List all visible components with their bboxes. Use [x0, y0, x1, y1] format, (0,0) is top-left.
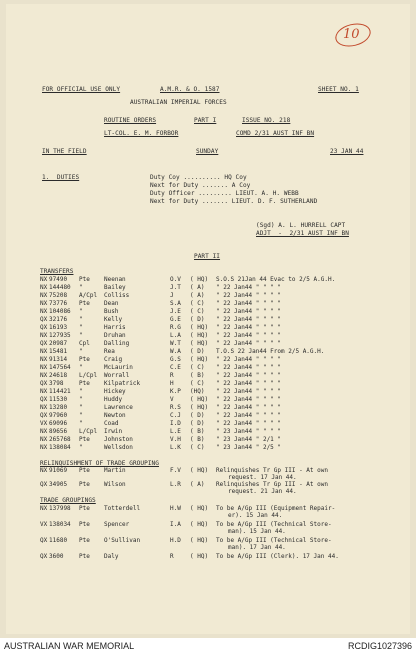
- cell-rank: Cpl: [79, 340, 90, 347]
- cell-rank: ": [79, 284, 83, 291]
- cell-rank: Pte: [79, 553, 90, 560]
- table-row: [40, 380, 390, 387]
- table-row: [40, 521, 390, 528]
- duty-line: Next for Duty ....... A Coy: [150, 182, 251, 189]
- cell-no: 114421: [49, 388, 71, 395]
- cell-init: J: [170, 292, 174, 299]
- cell-name: Coad: [104, 420, 119, 427]
- table-row: [40, 436, 390, 443]
- cell-coy: ( B): [190, 436, 205, 443]
- cell-st: QX: [40, 553, 48, 560]
- cell-st: QX: [40, 537, 48, 544]
- cell-rank: ": [79, 412, 83, 419]
- cell-text: " 22 Jan44 " " " ": [216, 324, 282, 331]
- cell-name: Totterdell: [104, 505, 141, 512]
- cell-name: Worrall: [104, 372, 130, 379]
- cell-st: NX: [40, 388, 48, 395]
- table-row: [40, 412, 390, 419]
- footer-bar: [0, 638, 416, 654]
- cell-text: " 22 Jan44 " " " ": [216, 404, 282, 411]
- part-one-label: PART I: [194, 117, 217, 124]
- footer-source: AUSTRALIAN WAR MEMORIAL: [4, 641, 135, 651]
- cell-no: 265768: [49, 436, 71, 443]
- table-row: [40, 444, 390, 451]
- cell-no: 127935: [49, 332, 71, 339]
- cell-st: NX: [40, 300, 48, 307]
- cell-coy: ( HQ): [190, 404, 209, 411]
- table-row: [40, 428, 390, 435]
- cell-text: " 22 Jan44 " " " ": [216, 300, 282, 307]
- cell-init: W.T: [170, 340, 181, 347]
- cell-name: Bush: [104, 308, 119, 315]
- cell-st: QX: [40, 396, 48, 403]
- cell-st: QX: [40, 340, 48, 347]
- date: 23 JAN 44: [330, 148, 364, 155]
- table-row: [40, 316, 390, 323]
- cell-coy: (HQ): [190, 388, 205, 395]
- cell-st: NX: [40, 292, 48, 299]
- cell-init: V: [170, 396, 174, 403]
- signature-line: (Sgd) A. L. HURRELL CAPT: [256, 222, 346, 229]
- cell-name: Harris: [104, 324, 126, 331]
- cell-no: 91314: [49, 356, 68, 363]
- cell-no: 11530: [49, 396, 68, 403]
- cell-no: 3600: [49, 553, 64, 560]
- cell-text: S.O.S 21Jan 44 Evac to 2/5 A.G.H.: [216, 276, 336, 283]
- cell-init: J.E: [170, 308, 181, 315]
- cell-no: 32176: [49, 316, 68, 323]
- cell-text: " 22 Jan44 " " " ": [216, 364, 282, 371]
- unit: COMD 2/31 AUST INF BN: [236, 130, 315, 137]
- cell-st: QX: [40, 380, 48, 387]
- cell-rank: ": [79, 404, 83, 411]
- cell-text: T.O.S 22 Jan44 From 2/5 A.G.H.: [216, 348, 325, 355]
- cell-rank: ": [79, 364, 83, 371]
- cell-no: 104086: [49, 308, 71, 315]
- table-row: [40, 356, 390, 363]
- cell-init: F.V: [170, 467, 181, 474]
- cell-no: 97960: [49, 412, 68, 419]
- cell-coy: ( B): [190, 372, 205, 379]
- cell-rank: ": [79, 324, 83, 331]
- cell-init: I.D: [170, 420, 181, 427]
- table-row: [40, 404, 390, 411]
- cell-text2: er). 15 Jan 44.: [228, 512, 283, 519]
- sheet-number: SHEET NO. 1: [318, 86, 359, 93]
- cell-text: To be A/Gp III (Technical Store-: [216, 521, 332, 528]
- duty-line: Next for Duty ....... LIEUT. D. F. SUTHERLAND: [150, 198, 318, 205]
- cell-name: Craig: [104, 356, 123, 363]
- cell-coy: ( HQ): [190, 324, 209, 331]
- cell-rank: L/Cpl: [79, 372, 98, 379]
- cell-name: Wellsdon: [104, 444, 133, 451]
- cell-no: 137998: [49, 505, 71, 512]
- cell-name: Druhan: [104, 332, 126, 339]
- duty-line: Duty Officer ......... LIEUT. A. H. WEBB: [150, 190, 299, 197]
- table-row: [40, 372, 390, 379]
- issue-number: ISSUE NO. 218: [242, 117, 291, 124]
- cell-st: NX: [40, 444, 48, 451]
- table-row: [40, 467, 390, 474]
- cell-coy: ( HQ): [190, 332, 209, 339]
- table-row: [40, 340, 390, 347]
- cell-text: " 22 Jan44 " " " ": [216, 412, 282, 419]
- cell-text: To be A/Gp III (Clerk). 17 Jan 44.: [216, 553, 339, 560]
- cell-name: McLaurin: [104, 364, 133, 371]
- cell-init: G.S: [170, 356, 181, 363]
- cell-no: 138084: [49, 444, 71, 451]
- cell-coy: ( HQ): [190, 276, 209, 283]
- orders-title: ROUTINE ORDERS: [104, 117, 157, 124]
- cell-rank: A/Cpl: [79, 292, 98, 299]
- cell-name: Johnston: [104, 436, 133, 443]
- cell-name: Rea: [104, 348, 115, 355]
- cell-no: 34905: [49, 481, 68, 488]
- cell-name: Dean: [104, 300, 119, 307]
- cell-text: " 22 Jan44 " " " ": [216, 380, 282, 387]
- table-row-continuation: [40, 544, 390, 551]
- cell-st: NX: [40, 505, 48, 512]
- table-row-continuation: [40, 474, 390, 481]
- cell-text: " 23 Jan44 " 2/1 ": [216, 436, 282, 443]
- cell-text: " 22 Jan44 " " " ": [216, 388, 282, 395]
- cell-st: NX: [40, 404, 48, 411]
- cell-text: " 22 Jan44 " " " ": [216, 340, 282, 347]
- table-row: [40, 308, 390, 315]
- cell-text: " 22 Jan44 " " " ": [216, 332, 282, 339]
- cell-name: Bailey: [104, 284, 126, 291]
- cell-st: NX: [40, 436, 48, 443]
- cell-name: Martin: [104, 467, 126, 474]
- cell-st: QX: [40, 412, 48, 419]
- cell-rank: Pte: [79, 467, 90, 474]
- cell-st: VX: [40, 521, 48, 528]
- duty-line: Duty Coy .......... HQ Coy: [150, 174, 247, 181]
- transfers-heading: TRANSFERS: [40, 268, 74, 275]
- cell-init: J.T: [170, 284, 181, 291]
- cell-init: R: [170, 372, 174, 379]
- cell-init: C.E: [170, 364, 181, 371]
- cell-text: " 23 Jan44 " " " ": [216, 428, 282, 435]
- table-row: [40, 284, 390, 291]
- cell-rank: Pte: [79, 436, 90, 443]
- cell-text: " 23 Jan44 " 2/5 ": [216, 444, 282, 451]
- cell-st: NX: [40, 372, 48, 379]
- commander: LT-COL. E. M. FORBOR: [104, 130, 179, 137]
- cell-rank: Pte: [79, 380, 90, 387]
- cell-coy: ( HQ): [190, 521, 209, 528]
- table-row: [40, 553, 390, 560]
- cell-name: Kilpatrick: [104, 380, 141, 387]
- cell-coy: ( HQ): [190, 340, 209, 347]
- table-row-continuation: [40, 528, 390, 535]
- table-row: [40, 388, 390, 395]
- cell-rank: ": [79, 388, 83, 395]
- cell-init: H.D: [170, 537, 181, 544]
- cell-no: 3798: [49, 380, 64, 387]
- cell-rank: Pte: [79, 300, 90, 307]
- cell-st: NX: [40, 428, 48, 435]
- cell-coy: ( HQ): [190, 356, 209, 363]
- cell-no: 144480: [49, 284, 71, 291]
- cell-coy: ( HQ): [190, 553, 209, 560]
- table-row: [40, 396, 390, 403]
- cell-rank: Pte: [79, 356, 90, 363]
- cell-coy: ( C): [190, 364, 205, 371]
- cell-init: R: [170, 553, 174, 560]
- cell-text: " 22 Jan44 " " " ": [216, 292, 282, 299]
- cell-st: QX: [40, 324, 48, 331]
- cell-init: K.P: [170, 388, 181, 395]
- cell-text: " 22 Jan44 " " " ": [216, 396, 282, 403]
- cell-rank: Pte: [79, 481, 90, 488]
- cell-init: W.A: [170, 348, 181, 355]
- place: IN THE FIELD: [42, 148, 87, 155]
- cell-name: Neenan: [104, 276, 126, 283]
- cell-no: 147564: [49, 364, 71, 371]
- adjutant-line: ADJT - 2/31 AUST INF BN: [256, 230, 349, 237]
- cell-st: NX: [40, 356, 48, 363]
- cell-rank: ": [79, 420, 83, 427]
- table-row: [40, 364, 390, 371]
- cell-coy: ( A): [190, 292, 205, 299]
- cell-init: V.H: [170, 436, 181, 443]
- cell-coy: ( HQ): [190, 396, 209, 403]
- cell-coy: ( D): [190, 348, 205, 355]
- cell-rank: Pte: [79, 276, 90, 283]
- form-number: A.M.R. & O. 1587: [160, 86, 220, 93]
- cell-text: To be A/Gp III (Equipment Repair-: [216, 505, 336, 512]
- cell-st: VX: [40, 420, 48, 427]
- cell-rank: Pte: [79, 537, 90, 544]
- cell-text2: man). 15 Jan 44.: [228, 528, 286, 535]
- cell-name: Wilson: [104, 481, 126, 488]
- relinquish-heading: RELINQUISHMENT OF TRADE GROUPING: [40, 460, 159, 467]
- cell-init: L.K: [170, 444, 181, 451]
- part-two-heading: PART II: [194, 253, 221, 260]
- cell-name: Kelly: [104, 316, 123, 323]
- cell-no: 91069: [49, 467, 68, 474]
- cell-st: QX: [40, 316, 48, 323]
- force-title: AUSTRALIAN IMPERIAL FORCES: [130, 99, 227, 106]
- table-row: [40, 537, 390, 544]
- trade-heading: TRADE GROUPINGS: [40, 497, 96, 504]
- cell-name: Huddy: [104, 396, 123, 403]
- cell-st: NX: [40, 276, 48, 283]
- cell-rank: ": [79, 308, 83, 315]
- cell-init: G.E: [170, 316, 181, 323]
- cell-name: Hickey: [104, 388, 126, 395]
- table-row: [40, 300, 390, 307]
- cell-st: NX: [40, 308, 48, 315]
- cell-rank: ": [79, 396, 83, 403]
- footer-id: RCDIG1027396: [347, 641, 412, 651]
- cell-no: 20987: [49, 340, 68, 347]
- cell-coy: ( D): [190, 412, 205, 419]
- cell-init: L.R: [170, 481, 181, 488]
- cell-text: To be A/Gp III (Technical Store-: [216, 537, 332, 544]
- duties-heading: 1. DUTIES: [42, 174, 80, 181]
- cell-no: 89656: [49, 428, 68, 435]
- table-row: [40, 276, 390, 283]
- table-row-continuation: [40, 512, 390, 519]
- cell-st: NX: [40, 332, 48, 339]
- cell-coy: ( D): [190, 316, 205, 323]
- cell-coy: ( A): [190, 284, 205, 291]
- cell-init: I.A: [170, 521, 181, 528]
- table-row: [40, 505, 390, 512]
- cell-init: R.S: [170, 404, 181, 411]
- cell-init: L.E: [170, 428, 181, 435]
- cell-text2: request. 17 Jan 44.: [228, 474, 297, 481]
- cell-no: 69096: [49, 420, 68, 427]
- cell-rank: ": [79, 332, 83, 339]
- cell-rank: L/Cpl: [79, 428, 98, 435]
- cell-rank: Pte: [79, 505, 90, 512]
- cell-rank: ": [79, 316, 83, 323]
- cell-coy: ( HQ): [190, 505, 209, 512]
- cell-name: Daly: [104, 553, 119, 560]
- cell-no: 138034: [49, 521, 71, 528]
- cell-name: Colliss: [104, 292, 130, 299]
- cell-init: S.A: [170, 300, 181, 307]
- cell-text2: request. 21 Jan 44.: [228, 488, 297, 495]
- cell-rank: ": [79, 444, 83, 451]
- cell-text: " 22 Jan44 " " " ": [216, 420, 282, 427]
- cell-rank: ": [79, 348, 83, 355]
- cell-no: 97490: [49, 276, 68, 283]
- cell-coy: ( D): [190, 420, 205, 427]
- cell-no: 13280: [49, 404, 68, 411]
- cell-text2: man). 17 Jan 44.: [228, 544, 286, 551]
- cell-init: R.G: [170, 324, 181, 331]
- table-row-continuation: [40, 488, 390, 495]
- cell-no: 73776: [49, 300, 68, 307]
- cell-text: " 22 Jan44 " " " ": [216, 308, 282, 315]
- cell-init: O.V: [170, 276, 181, 283]
- official-use-label: FOR OFFICIAL USE ONLY: [42, 86, 121, 93]
- cell-coy: ( B): [190, 428, 205, 435]
- cell-st: QX: [40, 481, 48, 488]
- table-row: [40, 292, 390, 299]
- cell-init: H: [170, 380, 174, 387]
- cell-st: NX: [40, 467, 48, 474]
- table-row: [40, 420, 390, 427]
- cell-st: NX: [40, 348, 48, 355]
- cell-rank: Pte: [79, 521, 90, 528]
- day: SUNDAY: [196, 148, 219, 155]
- table-row: [40, 481, 390, 488]
- cell-name: Newton: [104, 412, 126, 419]
- cell-text: Relinquishes Tr Gp III - At own: [216, 467, 328, 474]
- cell-coy: ( HQ): [190, 467, 209, 474]
- cell-text: Relinquishes Tr Gp III - At own: [216, 481, 328, 488]
- cell-init: L.A: [170, 332, 181, 339]
- cell-name: Irwin: [104, 428, 123, 435]
- table-row: [40, 348, 390, 355]
- cell-text: " 22 Jan44 " " " ": [216, 316, 282, 323]
- cell-name: Lawrence: [104, 404, 133, 411]
- cell-st: NX: [40, 364, 48, 371]
- cell-no: 24618: [49, 372, 68, 379]
- cell-coy: ( C): [190, 300, 205, 307]
- cell-coy: ( C): [190, 308, 205, 315]
- cell-no: 16193: [49, 324, 68, 331]
- cell-init: H.W: [170, 505, 181, 512]
- cell-no: 15481: [49, 348, 68, 355]
- cell-init: C.J: [170, 412, 181, 419]
- cell-name: O'Sullivan: [104, 537, 141, 544]
- cell-coy: ( C): [190, 380, 205, 387]
- cell-text: " 22 Jan44 " " " ": [216, 372, 282, 379]
- cell-name: Spencer: [104, 521, 130, 528]
- cell-text: " 22 Jan44 " " " ": [216, 356, 282, 363]
- cell-coy: ( HQ): [190, 537, 209, 544]
- cell-name: Dalling: [104, 340, 130, 347]
- cell-coy: ( C): [190, 444, 205, 451]
- cell-st: NX: [40, 284, 48, 291]
- cell-coy: ( A): [190, 481, 205, 488]
- cell-no: 75208: [49, 292, 68, 299]
- table-row: [40, 324, 390, 331]
- table-row: [40, 332, 390, 339]
- stamp-number: 10: [343, 27, 360, 42]
- cell-text: " 22 Jan44 " " " ": [216, 284, 282, 291]
- cell-no: 11680: [49, 537, 68, 544]
